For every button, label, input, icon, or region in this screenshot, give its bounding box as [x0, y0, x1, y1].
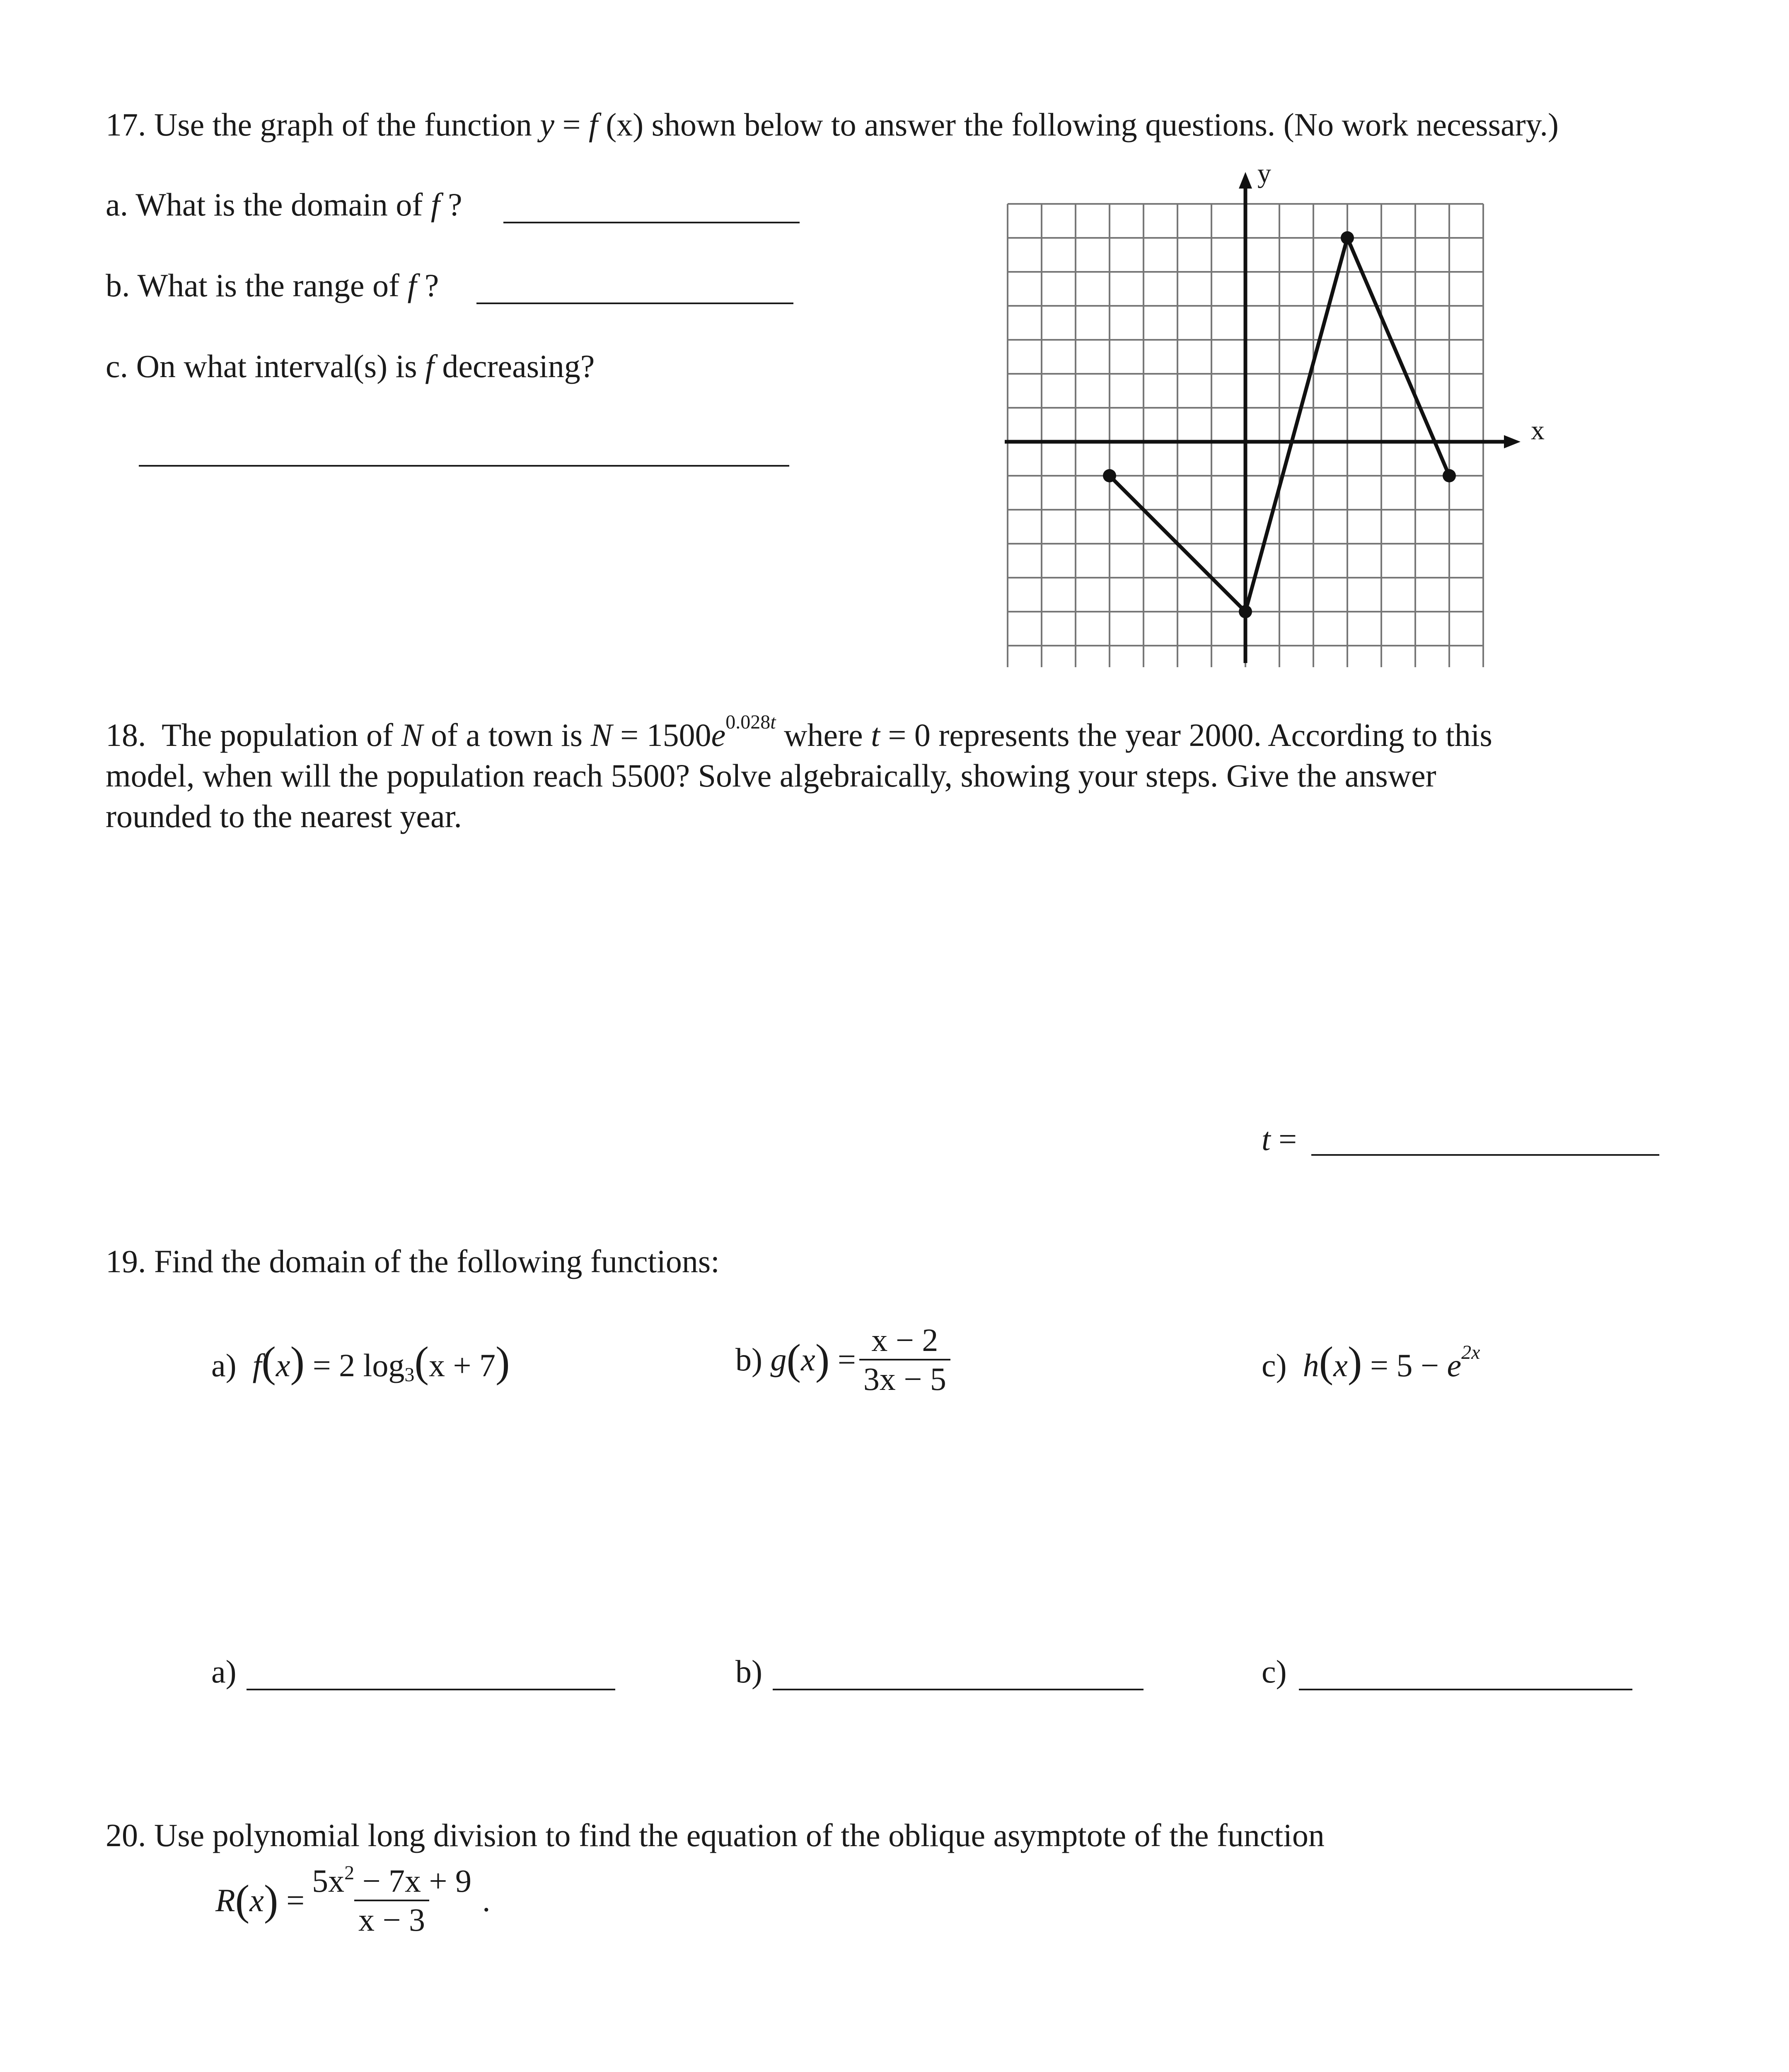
q19a-label: a) [211, 1347, 237, 1383]
x-axis-arrow [1504, 435, 1521, 448]
q18-answer-line[interactable] [1311, 1154, 1659, 1156]
q17a-q: ? [440, 186, 462, 223]
q18-exp-t: t [770, 711, 776, 733]
q17-eq: = [554, 107, 589, 143]
curve-point [1341, 231, 1354, 244]
q17c-answer-line[interactable] [139, 465, 789, 467]
q19b-numerator: x − 2 [871, 1322, 938, 1358]
q17b-text: b. What is the range of [106, 267, 408, 303]
q19c-paren-open: ( [1319, 1338, 1334, 1386]
q17b-q: ? [416, 267, 439, 303]
q18-number: 18. [106, 717, 146, 753]
q18-l1e: = 0 represents the year 2000. According to this [880, 717, 1492, 753]
curve-point [1239, 605, 1252, 618]
q19a-base: 3 [404, 1364, 415, 1386]
q19c-e: e [1447, 1347, 1462, 1383]
q19c-label: c) [1262, 1347, 1287, 1383]
q19a-paren-open: ( [261, 1338, 276, 1386]
q17a-text: a. What is the domain of [106, 186, 431, 223]
q18-N: N [401, 717, 423, 753]
q20-fraction [308, 1862, 476, 1938]
q19b-answer-label: b) [735, 1653, 762, 1690]
q19b-x: x [801, 1341, 815, 1377]
q18-l1b: of a town is [423, 717, 591, 753]
q17a-f: f [430, 186, 440, 223]
q19a-arg-open: ( [414, 1338, 429, 1386]
graph-x-label: x [1531, 415, 1545, 445]
q20-numerator [308, 1862, 476, 1900]
q18-N2: N [590, 717, 612, 753]
q19a-function [211, 1338, 510, 1386]
q17a-question [106, 186, 462, 223]
q19c-function [1262, 1338, 1480, 1386]
graph-y-label: y [1257, 158, 1271, 189]
q17b-answer-line[interactable] [476, 303, 793, 304]
q19c-h: h [1303, 1347, 1319, 1383]
q19a-answer-line[interactable] [247, 1689, 615, 1690]
q20-paren-close: ) [264, 1876, 278, 1924]
q19b-paren-close: ) [815, 1336, 830, 1383]
q20-prompt: 20. Use polynomial long division to find the equation of the oblique asymptote of the function [106, 1817, 1325, 1853]
q19b-label: b) [735, 1341, 762, 1377]
q17c-f: f [425, 348, 434, 384]
q18-exp-num: 0.028 [725, 711, 771, 733]
q20-num-b: − 7x + 9 [354, 1863, 472, 1899]
q17-y: y [540, 107, 555, 143]
q19b-denominator: 3x − 5 [859, 1359, 950, 1395]
q19b-paren-open: ( [786, 1336, 801, 1383]
q18-l1a: The population of [162, 717, 401, 753]
q19b-function: b) g ( x ) = $\frac{x - 2}{3x - 5}$ [735, 1324, 954, 1395]
q20-R: R [215, 1882, 235, 1918]
q17a-answer-line[interactable] [503, 222, 800, 223]
q19a-rhs: = 2 log [305, 1347, 405, 1383]
q18-answer-label [1262, 1123, 1297, 1155]
curve-point [1443, 469, 1456, 482]
q17-prompt [106, 109, 1559, 141]
q19a-arg: x + 7 [429, 1347, 496, 1383]
q17b-f: f [407, 267, 417, 303]
q17-graph [994, 157, 1558, 667]
q18-t2: t [871, 717, 880, 753]
q18-l1d: where [776, 717, 871, 753]
q20-function: R ( x ) = $\frac{5x^2 - 7x + 9}{x - 3}$ . [215, 1862, 491, 1938]
q19-title: 19. Find the domain of the following functions: [106, 1243, 720, 1279]
q19a-paren-close: ) [290, 1338, 305, 1386]
q20-num-a: 5x [312, 1863, 345, 1899]
q20-denominator: x − 3 [354, 1900, 429, 1936]
q18-line2: model, when will the population reach 5500? Solve algebraically, showing your steps. Give the answer [106, 758, 1436, 794]
q20-paren-open: ( [235, 1876, 250, 1924]
q19a-answer-label: a) [211, 1653, 237, 1690]
q19c-answer-label: c) [1262, 1653, 1287, 1690]
q18-answer-eq: = [1270, 1121, 1297, 1157]
q18-l1c: = 1500 [612, 717, 711, 753]
q17-prompt-post: shown below to answer the following questions. (No work necessary.) [643, 107, 1559, 143]
q20-x: x [249, 1882, 264, 1918]
q19c-paren-close: ) [1347, 1338, 1362, 1386]
q17b-question [106, 269, 439, 302]
q20-period: . [482, 1882, 491, 1918]
q20-num-exp: 2 [344, 1862, 355, 1884]
y-axis-arrow [1239, 172, 1252, 189]
q19c-x: x [1333, 1347, 1348, 1383]
q18-answer-t: t [1262, 1121, 1271, 1157]
q18-line1 [106, 711, 1492, 753]
q17c-text: c. On what interval(s) is [106, 348, 425, 384]
curve-point [1103, 469, 1116, 482]
q19c-answer-line[interactable] [1299, 1689, 1632, 1690]
q19a-arg-close: ) [496, 1338, 510, 1386]
q18-line3: rounded to the nearest year. [106, 798, 462, 834]
q17-number: 17. [106, 107, 146, 143]
q19a-x: x [276, 1347, 290, 1383]
q19b-fraction [859, 1324, 950, 1395]
q18-e: e [711, 717, 726, 753]
q19c-rhs: = 5 − [1362, 1347, 1447, 1383]
q19b-g: g [770, 1341, 787, 1377]
q17c-question [106, 350, 595, 382]
graph-axes [1005, 172, 1521, 663]
q18-exponent [725, 711, 776, 733]
q17c-q: decreasing? [434, 348, 595, 384]
q17-f: f [589, 107, 598, 143]
q19b-answer-line[interactable] [773, 1689, 1144, 1690]
q19c-exp: 2x [1461, 1341, 1480, 1363]
q19a-f: f [252, 1347, 262, 1383]
q17-prompt-pre: Use the graph of the function [154, 107, 540, 143]
q17-arg: (x) [597, 107, 644, 143]
